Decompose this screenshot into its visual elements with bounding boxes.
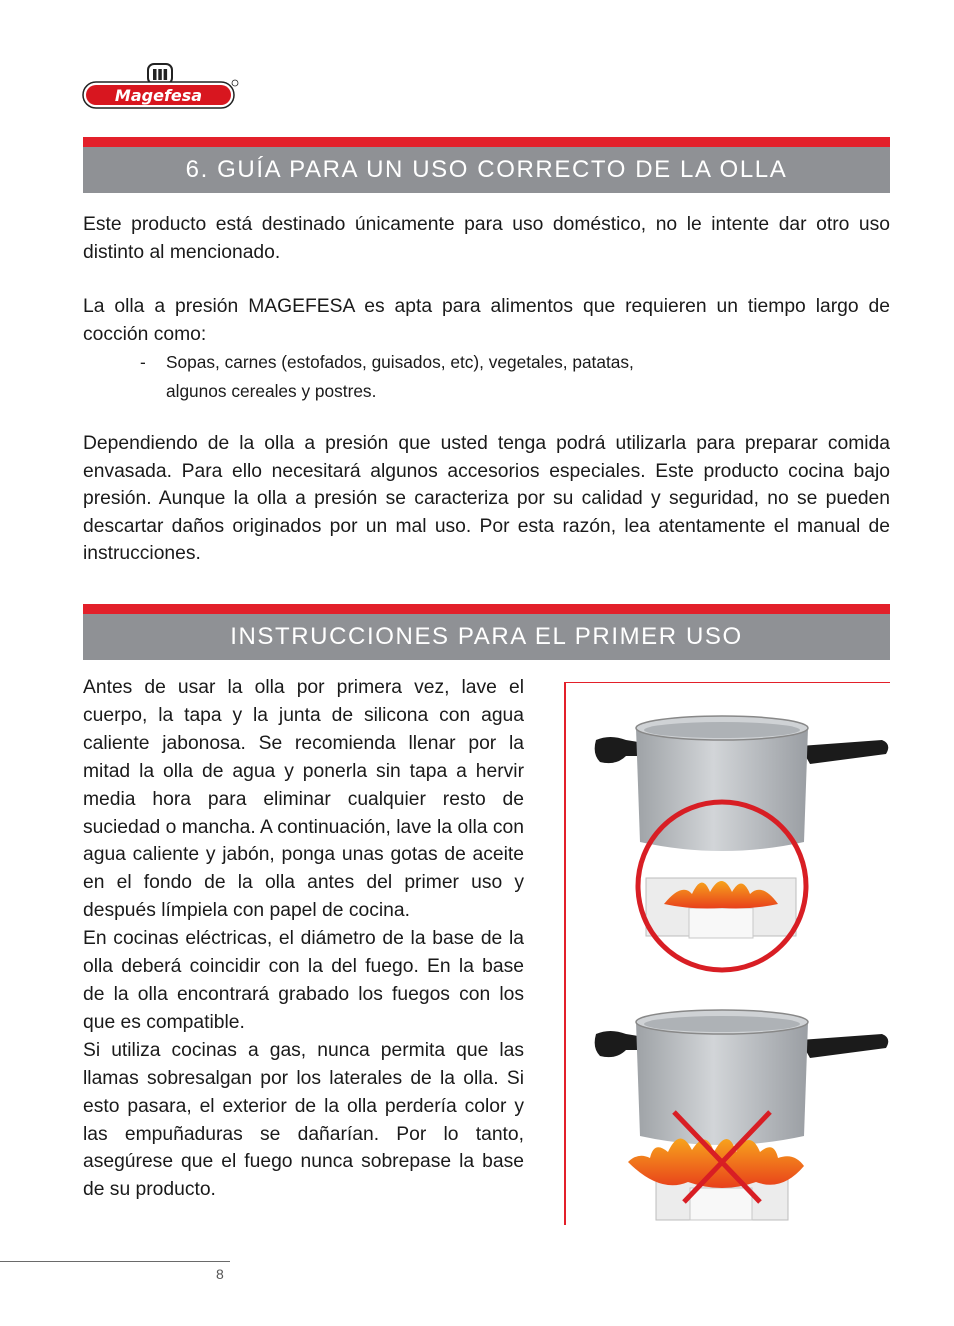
paragraph-comida-envasada: Dependiendo de la olla a presión que usted tenga podrá utilizarla para preparar comida envasada. Para ello necesitará algunos accesorios especiales. Este producto cocina bajo presión. Aunque la olla a presión se caracteriza por su calidad y seguridad, no se pueden descartar daños originados por un mal uso. Por esta razón, lea atentamente el manual de instrucciones. — [83, 433, 890, 564]
section-header-guia — [83, 137, 890, 193]
bullet-line-2: algunos cereales y postres. — [166, 381, 377, 401]
svg-text:Magefesa: Magefesa — [114, 86, 203, 105]
bullet-list-item — [140, 348, 740, 406]
pot-illustrations-frame — [564, 682, 890, 1225]
first-use-text-column — [83, 674, 524, 1204]
header-red-stripe — [83, 137, 890, 147]
section-title: INSTRUCCIONES PARA EL PRIMER USO — [83, 614, 890, 660]
header-red-stripe — [83, 604, 890, 614]
paragraph-uso-domestico: Este producto está destinado únicamente para uso doméstico, no le intente dar otro uso distinto al mencionado. — [83, 214, 890, 263]
section-header-primer-uso — [83, 604, 890, 660]
magefesa-logo — [82, 62, 240, 110]
bullet-line-1: Sopas, carnes (estofados, guisados, etc), vegetales, patatas, — [166, 352, 634, 372]
first-use-paragraph-1: Antes de usar la olla por primera vez, lave el cuerpo, la tapa y la junta de silicona con agua caliente jabonosa. Se recomienda llenar por la mitad la olla de agua y ponerla sin tapa a hervir media hora para eliminar cualquier resto de suciedad o mancha. A continuación, lave la olla con agua caliente y jabón, ponga unas gotas de aceite en el fondo de la olla antes del primer uso y después límpiela con papel de cocina. — [83, 677, 524, 922]
section-title: 6. GUÍA PARA UN USO CORRECTO DE LA OLLA — [83, 147, 890, 193]
first-use-paragraph-3: Si utiliza cocinas a gas, nunca permita que las llamas sobresalgan por los laterales de la olla. Si esto pasara, el exterior de la olla perdería color y las empuñaduras se dañarían. Por lo tanto, asegúrese que el fuego nunca sobrepase la base de su producto. — [83, 1039, 524, 1201]
footer-rule — [0, 1261, 230, 1262]
page-number: 8 — [216, 1266, 224, 1282]
bullet-dash: - — [140, 352, 146, 372]
first-use-paragraph-2: En cocinas eléctricas, el diámetro de la base de la olla deberá coincidir con la del fuego. En la base de la olla encontrará grabado los fuegos con los que es compatible. — [83, 928, 524, 1033]
paragraph-apta-alimentos: La olla a presión MAGEFESA es apta para alimentos que requieren un tiempo largo de cocción como: — [83, 296, 890, 345]
pot-correct-flame-icon — [595, 716, 889, 970]
pot-flames-overflow-crossed-icon — [595, 1010, 889, 1220]
